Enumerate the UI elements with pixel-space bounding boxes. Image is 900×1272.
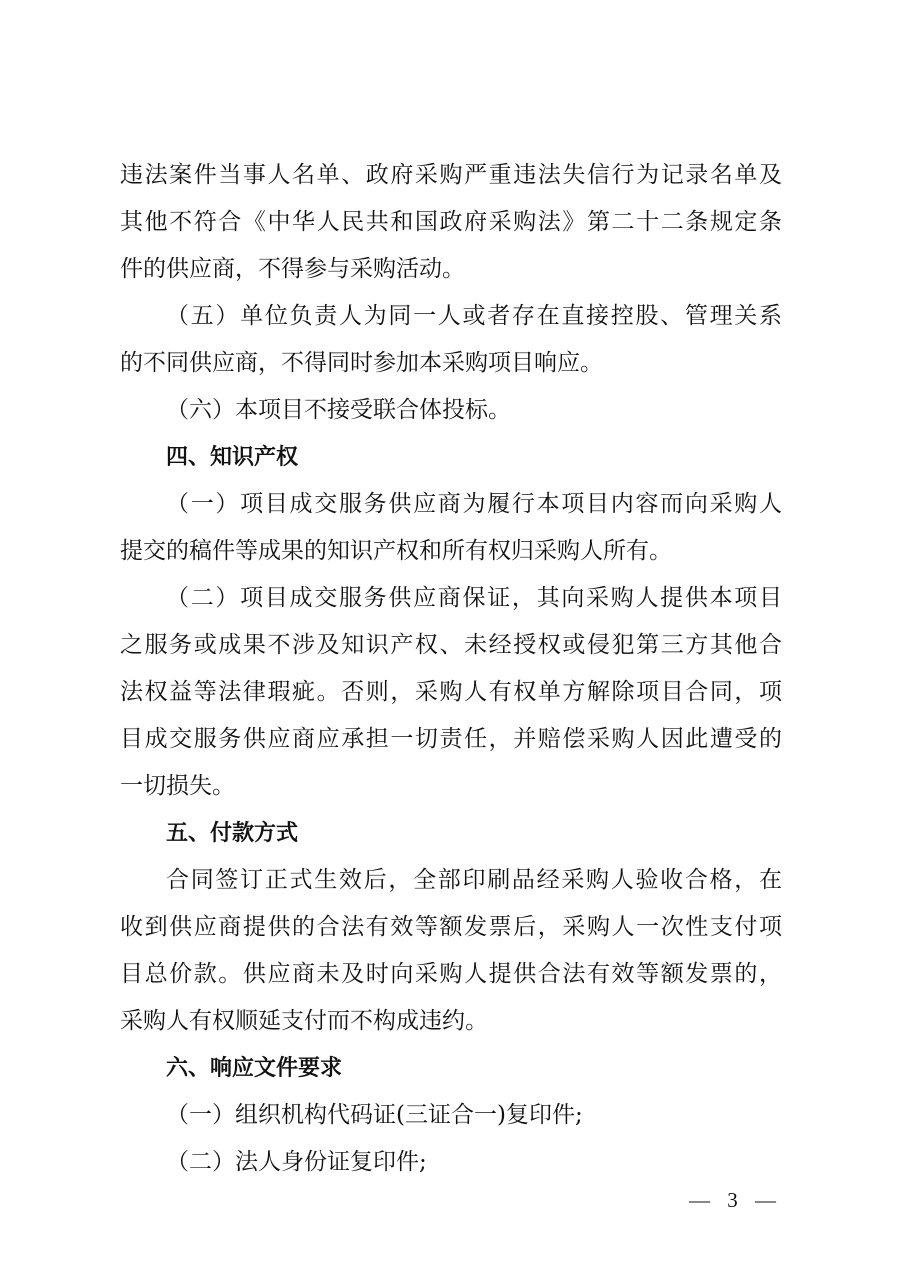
paragraph-line: 提交的稿件等成果的知识产权和所有权归采购人所有。 <box>120 538 672 564</box>
paragraph-line: 合同签订正式生效后，全部印刷品经采购人验收合格，在 <box>166 867 782 893</box>
paragraph-line: （一）组织机构代码证(三证合一)复印件; <box>166 1102 583 1128</box>
section-heading: 五、付款方式 <box>166 821 299 846</box>
paragraph-line: 目成交服务供应商应承担一切责任，并赔偿采购人因此遭受的 <box>120 726 782 752</box>
paragraph-line: 的不同供应商，不得同时参加本采购项目响应。 <box>120 350 603 376</box>
paragraph-line: 违法案件当事人名单、政府采购严重违法失信行为记录名单及 <box>120 162 782 188</box>
paragraph-line: （二）法人身份证复印件; <box>166 1149 427 1175</box>
paragraph-line: （六）本项目不接受联合体投标。 <box>166 397 511 423</box>
paragraph-line: （一）项目成交服务供应商为履行本项目内容而向采购人 <box>166 491 782 517</box>
paragraph-line: 一切损失。 <box>120 773 235 799</box>
paragraph-line: 收到供应商提供的合法有效等额发票后，采购人一次性支付项 <box>120 914 782 940</box>
document-body <box>120 152 782 1186</box>
paragraph-line: 采购人有权顺延支付而不构成违约。 <box>120 1008 488 1034</box>
paragraph-line: （二）项目成交服务供应商保证，其向采购人提供本项目 <box>166 585 782 611</box>
paragraph-line: 之服务或成果不涉及知识产权、未经授权或侵犯第三方其他合 <box>120 632 782 658</box>
section-heading: 四、知识产权 <box>166 445 299 470</box>
paragraph-line: 法权益等法律瑕疵。否则，采购人有权单方解除项目合同，项 <box>120 679 782 705</box>
paragraph-line: 目总价款。供应商未及时向采购人提供合法有效等额发票的， <box>120 961 782 987</box>
page-number: — 3 — <box>689 1188 782 1212</box>
paragraph-line: （五）单位负责人为同一人或者存在直接控股、管理关系 <box>166 303 782 329</box>
section-heading: 六、响应文件要求 <box>166 1056 343 1081</box>
paragraph-line: 其他不符合《中华人民共和国政府采购法》第二十二条规定条 <box>120 209 782 235</box>
paragraph-line: 件的供应商，不得参与采购活动。 <box>120 256 465 282</box>
